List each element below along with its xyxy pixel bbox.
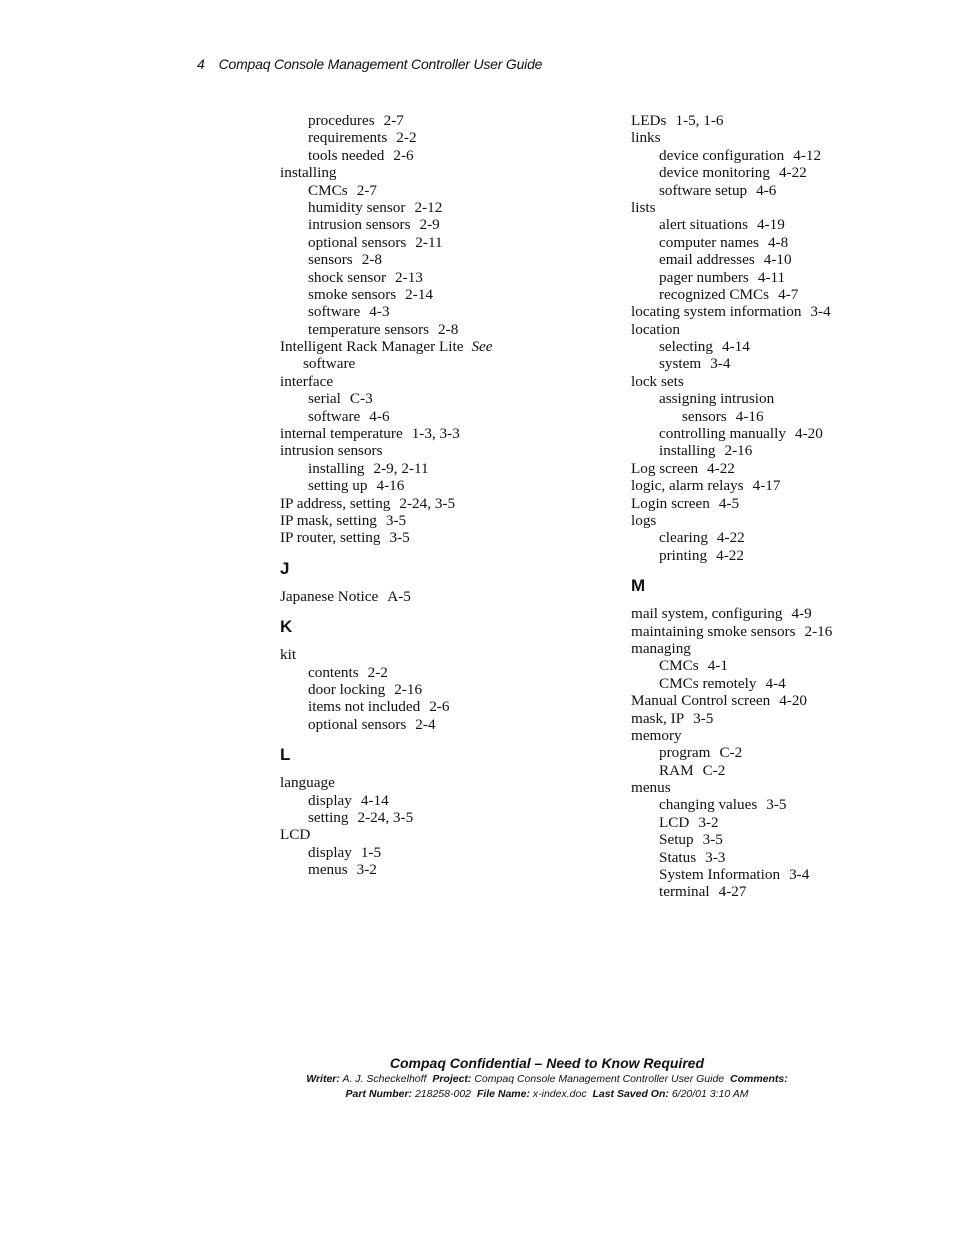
index-subentry — [631, 338, 954, 355]
index-subentry — [280, 251, 610, 268]
index-term: device monitoring — [659, 164, 770, 182]
index-subentry — [280, 681, 610, 698]
index-term: intrusion sensors — [280, 442, 383, 460]
index-entry — [631, 727, 954, 744]
project-label: Project: — [432, 1073, 472, 1085]
index-subentry — [280, 112, 610, 129]
index-term: display — [308, 791, 352, 809]
index-term: optional sensors — [308, 233, 407, 251]
index-term: pager numbers — [659, 268, 749, 286]
index-subentry — [631, 547, 954, 564]
index-term: installing — [308, 459, 365, 477]
index-term: Setup — [659, 831, 694, 849]
index-entry — [631, 779, 954, 796]
last-saved-value: 6/20/01 3:10 AM — [671, 1088, 749, 1100]
page-reference: C-2 — [719, 744, 743, 762]
index-subentry — [631, 269, 954, 286]
page-reference: 4-7 — [778, 285, 799, 303]
index-subentry — [631, 529, 954, 546]
footer-meta-line-1 — [0, 1072, 954, 1087]
index-term: program — [659, 744, 711, 762]
page-header — [197, 56, 542, 72]
index-entry — [280, 442, 610, 459]
writer-value: A. J. Scheckelhoff — [342, 1073, 427, 1085]
index-entry — [280, 338, 610, 355]
index-subentry — [631, 234, 954, 251]
page-reference: 4-22 — [716, 529, 745, 547]
index-entry — [631, 303, 954, 320]
index-term: locating system information — [631, 303, 802, 321]
index-term: IP address, setting — [280, 494, 391, 512]
index-term: LCD — [280, 826, 311, 844]
index-subentry — [280, 182, 610, 199]
index-entry — [631, 512, 954, 529]
index-term: Login screen — [631, 494, 710, 512]
page-reference: 2-6 — [429, 698, 450, 716]
page-reference: 3-5 — [702, 831, 723, 849]
index-subentry — [631, 408, 954, 425]
page-reference: 4-1 — [707, 657, 728, 675]
index-subentry — [280, 477, 610, 494]
index-term: maintaining smoke sensors — [631, 622, 796, 640]
page-reference: 2-8 — [361, 251, 382, 269]
index-term: assigning intrusion — [659, 390, 775, 408]
page-reference: 4-14 — [360, 791, 389, 809]
file-name-value: x-index.doc — [532, 1088, 587, 1100]
index-term: Log screen — [631, 459, 699, 477]
index-subentry — [631, 355, 954, 372]
index-term: LEDs — [631, 112, 667, 129]
index-term: software — [308, 407, 361, 425]
page-reference: A-5 — [387, 587, 411, 605]
page-reference: 4-20 — [779, 692, 808, 710]
page-reference: 2-13 — [395, 268, 423, 286]
index-section-letter: J — [280, 558, 290, 578]
index-term: location — [631, 320, 680, 338]
index-entry — [280, 512, 610, 529]
index-term: setting — [308, 808, 349, 826]
index-subentry — [631, 286, 954, 303]
index-term: serial — [308, 390, 341, 408]
index-entry — [631, 640, 954, 657]
index-term: lists — [631, 198, 656, 216]
page-reference: 2-16 — [394, 680, 423, 698]
index-subentry — [631, 182, 954, 199]
page-reference: 4-22 — [778, 164, 807, 182]
index-term: mail system, configuring — [631, 605, 783, 623]
index-subentry — [631, 675, 954, 692]
index-section-letter: K — [280, 617, 293, 637]
index-term: installing — [659, 442, 716, 460]
index-subentry — [631, 216, 954, 233]
page-reference: 4-16 — [735, 407, 764, 425]
index-term: Status — [659, 848, 697, 866]
index-term: items not included — [308, 698, 421, 716]
index-subentry — [631, 425, 954, 442]
index-term: shock sensor — [308, 268, 387, 286]
page-reference: 2-12 — [414, 198, 443, 216]
index-subentry — [280, 408, 610, 425]
index-subentry — [631, 442, 954, 459]
page-reference: 2-24, 3-5 — [399, 494, 456, 512]
page-reference: 2-9 — [419, 216, 440, 234]
index-term: temperature sensors — [308, 320, 430, 338]
page-reference: 2-7 — [356, 181, 377, 199]
index-entry — [280, 425, 610, 442]
page-reference: 1-5, 1-6 — [675, 112, 724, 129]
index-subentry — [280, 809, 610, 826]
index-entry — [631, 623, 954, 640]
index-term: printing — [659, 546, 708, 564]
index-subentry — [631, 762, 954, 779]
index-term: installing — [280, 164, 337, 182]
index-subentry — [280, 199, 610, 216]
page-reference: 3-4 — [710, 355, 731, 373]
index-entry — [280, 588, 610, 605]
page-reference: 2-24, 3-5 — [357, 808, 414, 826]
index-term: Manual Control screen — [631, 692, 771, 710]
page-reference: 4-4 — [765, 674, 786, 692]
page-reference: 2-16 — [724, 442, 753, 460]
page-reference: 1-5 — [360, 843, 382, 861]
index-section-letter: M — [631, 576, 646, 596]
index-term: software — [308, 303, 361, 321]
page-reference: 3-5 — [693, 709, 714, 727]
page-reference: 3-2 — [356, 861, 377, 879]
index-term: device configuration — [659, 146, 785, 164]
page-reference: 4-5 — [718, 494, 740, 512]
index-term: software setup — [659, 181, 748, 199]
page-reference: 3-5 — [766, 796, 787, 814]
index-subentry — [280, 321, 610, 338]
index-subentry — [280, 716, 610, 733]
index-term: tools needed — [308, 146, 385, 164]
index-term: sensors — [308, 251, 353, 269]
page-reference: 2-6 — [393, 146, 414, 164]
index-entry — [631, 605, 954, 622]
index-term: humidity sensor — [308, 198, 406, 216]
index-entry — [280, 164, 610, 181]
page-reference: 4-8 — [767, 233, 789, 251]
index-entry — [280, 826, 610, 843]
index-entry — [631, 129, 954, 146]
index-term: door locking — [308, 680, 386, 698]
index-term: IP router, setting — [280, 529, 381, 547]
index-term: IP mask, setting — [280, 511, 377, 529]
index-term: links — [631, 129, 661, 147]
index-entry — [280, 373, 610, 390]
index-term: language — [280, 774, 335, 792]
index-subentry — [280, 216, 610, 233]
index-subentry — [631, 657, 954, 674]
index-subentry — [631, 390, 954, 407]
index-entry — [631, 477, 954, 494]
index-entry — [631, 199, 954, 216]
index-entry — [631, 373, 954, 390]
index-term: system — [659, 355, 702, 373]
index-subentry — [631, 744, 954, 761]
index-term: computer names — [659, 233, 759, 251]
index-entry — [631, 460, 954, 477]
document-title: Compaq Console Management Controller User Guide — [218, 56, 543, 72]
index-term: contents — [308, 663, 359, 681]
index-term: managing — [631, 639, 691, 657]
index-term: mask, IP — [631, 709, 685, 727]
page-reference: 4-9 — [791, 605, 812, 623]
index-subentry — [280, 147, 610, 164]
index-subentry — [631, 831, 954, 848]
index-term: software — [303, 355, 356, 373]
index-term: smoke sensors — [308, 285, 397, 303]
index-entry — [631, 112, 954, 129]
index-subentry — [631, 251, 954, 268]
writer-label: Writer: — [306, 1073, 340, 1085]
index-term: CMCs remotely — [659, 674, 757, 692]
part-number-label: Part Number: — [345, 1088, 413, 1100]
index-subentry — [280, 844, 610, 861]
index-subentry — [280, 355, 610, 372]
page-reference: 4-14 — [721, 338, 750, 356]
index-entry — [280, 774, 610, 791]
index-term: email addresses — [659, 251, 755, 269]
index-term: lock sets — [631, 372, 684, 390]
last-saved-label: Last Saved On: — [592, 1088, 669, 1100]
index-subentry — [280, 792, 610, 809]
index-term: internal temperature — [280, 425, 403, 443]
page-reference: 3-4 — [789, 866, 810, 884]
page-reference: 2-14 — [405, 285, 434, 303]
project-value: Compaq Console Management Controller User Guide — [474, 1073, 725, 1085]
page-reference: 3-4 — [810, 303, 831, 321]
page-reference: 4-22 — [707, 459, 735, 477]
index-subentry — [280, 303, 610, 320]
page-reference: 4-12 — [793, 146, 822, 164]
page-reference: 3-3 — [705, 848, 726, 866]
index-term: terminal — [659, 883, 710, 901]
index-subentry — [280, 664, 610, 681]
index-term: kit — [280, 646, 297, 664]
index-entry — [631, 321, 954, 338]
index-term: procedures — [308, 112, 375, 129]
page-reference: 1-3, 3-3 — [411, 425, 460, 443]
index-entry — [631, 692, 954, 709]
index-term: RAM — [659, 761, 694, 779]
page-reference: 2-7 — [383, 112, 404, 129]
index-entry — [280, 646, 610, 663]
index-subentry — [280, 286, 610, 303]
index-subentry — [631, 883, 954, 900]
page-reference: 3-2 — [698, 813, 719, 831]
index-term: menus — [631, 779, 671, 797]
index-term: menus — [308, 861, 348, 879]
page-reference: 3-5 — [385, 511, 407, 529]
page-reference: 2-2 — [367, 663, 388, 681]
page-reference: 4-17 — [752, 477, 781, 495]
index-term: recognized CMCs — [659, 285, 770, 303]
page-reference: 4-22 — [716, 546, 744, 564]
page-reference: 2-8 — [438, 320, 459, 338]
index-term: CMCs — [659, 657, 699, 675]
index-term: requirements — [308, 129, 388, 147]
index-term: changing values — [659, 796, 758, 814]
index-subentry — [631, 866, 954, 883]
index-term: setting up — [308, 477, 368, 495]
page-reference: 2-2 — [396, 129, 417, 147]
index-entry — [280, 529, 610, 546]
index-column-left — [280, 112, 610, 878]
index-term: interface — [280, 372, 334, 390]
page-footer — [0, 1054, 954, 1102]
index-subentry — [280, 390, 610, 407]
index-subentry — [280, 460, 610, 477]
page-number: 4 — [197, 56, 205, 72]
page-reference: 4-27 — [718, 883, 747, 901]
comments-label: Comments: — [729, 1073, 788, 1085]
page-reference: 4-20 — [794, 425, 823, 443]
page-reference: 2-4 — [415, 715, 436, 733]
page-reference: 4-19 — [757, 216, 785, 234]
index-subentry — [631, 147, 954, 164]
index-entry — [631, 710, 954, 727]
index-subentry — [280, 698, 610, 715]
page-reference: 3-5 — [389, 529, 410, 547]
index-term: CMCs — [308, 181, 348, 199]
index-term: Intelligent Rack Manager Lite — [280, 338, 464, 356]
index-term: optional sensors — [308, 715, 407, 733]
page-reference: 4-10 — [763, 251, 792, 269]
page-reference: 2-11 — [415, 233, 443, 251]
index-subentry — [280, 234, 610, 251]
index-subentry — [280, 269, 610, 286]
index-term: System Information — [659, 866, 781, 884]
index-subentry — [280, 129, 610, 146]
index-section-letter: L — [280, 745, 291, 765]
page-reference: 4-11 — [757, 268, 786, 286]
file-name-label: File Name: — [476, 1088, 530, 1100]
confidential-notice: Compaq Confidential – Need to Know Required — [389, 1055, 705, 1071]
index-term: selecting — [659, 338, 713, 356]
index-term: logic, alarm relays — [631, 477, 744, 495]
index-term: intrusion sensors — [308, 216, 411, 234]
page-reference: 4-6 — [756, 181, 777, 199]
index-entry — [280, 495, 610, 512]
footer-meta-line-2 — [0, 1087, 954, 1102]
page-reference: 4-6 — [369, 407, 390, 425]
page-reference: 2-9, 2-11 — [373, 459, 429, 477]
page-reference: C-2 — [702, 761, 726, 779]
index-subentry — [631, 849, 954, 866]
index-term: alert situations — [659, 216, 748, 234]
index-term: memory — [631, 726, 682, 744]
index-term: Japanese Notice — [280, 587, 379, 605]
see-reference: See — [471, 338, 493, 356]
page-reference: 2-16 — [804, 622, 833, 640]
page-reference: C-3 — [349, 390, 373, 408]
index-subentry — [631, 164, 954, 181]
index-column-right — [631, 112, 954, 901]
index-subentry — [631, 796, 954, 813]
page-reference: 4-3 — [369, 303, 390, 321]
index-term: sensors — [682, 407, 727, 425]
index-term: clearing — [659, 529, 708, 547]
page-reference: 4-16 — [376, 477, 405, 495]
index-entry — [631, 495, 954, 512]
index-term: display — [308, 843, 352, 861]
index-subentry — [631, 814, 954, 831]
index-term: logs — [631, 511, 657, 529]
index-term: controlling manually — [659, 425, 786, 443]
index-subentry — [280, 861, 610, 878]
index-term: LCD — [659, 813, 690, 831]
part-number-value: 218258-002 — [414, 1088, 472, 1100]
